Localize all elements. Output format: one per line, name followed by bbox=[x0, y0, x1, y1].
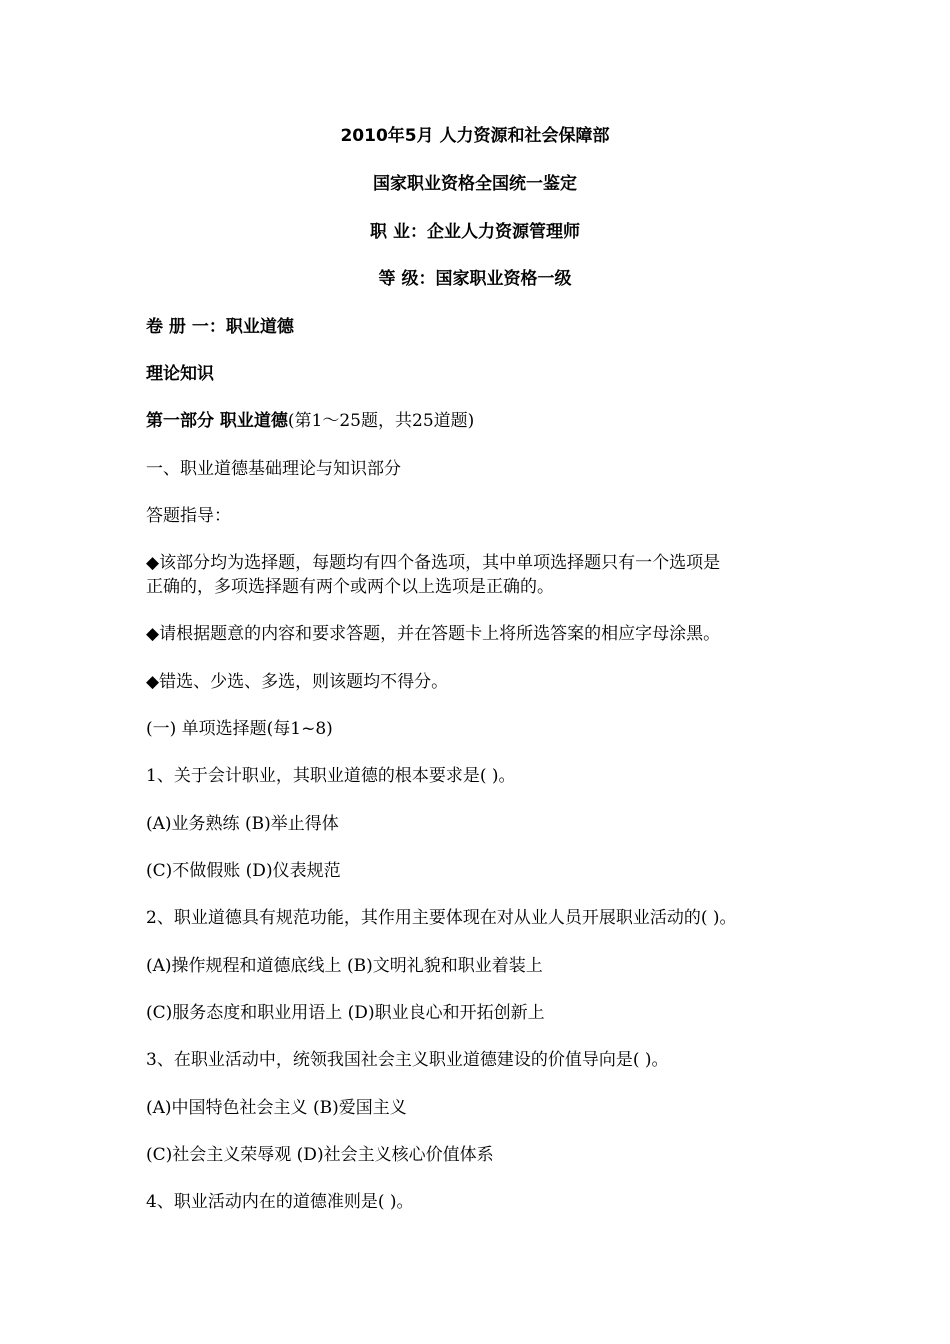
header-exam-title: 国家职业资格全国统一鉴定 bbox=[373, 174, 577, 194]
question-1-options-ab: (A)业务熟练 (B)举止得体 bbox=[146, 814, 339, 834]
question-3-options-ab: (A)中国特色社会主义 (B)爱国主义 bbox=[146, 1098, 407, 1118]
question-4-stem: 4、职业活动内在的道德准则是( )。 bbox=[146, 1192, 414, 1212]
section-title: 理论知识 bbox=[146, 364, 214, 384]
question-3-options-cd: (C)社会主义荣辱观 (D)社会主义核心价值体系 bbox=[146, 1145, 494, 1165]
part-range: (第1～25题，共25道题) bbox=[287, 411, 475, 431]
header-level: 等 级：国家职业资格一级 bbox=[378, 269, 572, 289]
subsection-title: 一、职业道德基础理论与知识部分 bbox=[146, 459, 401, 479]
guidance-item-3: ◆错选、少选、多选，则该题均不得分。 bbox=[146, 672, 449, 692]
question-3-stem: 3、在职业活动中，统领我国社会主义职业道德建设的价值导向是( )。 bbox=[146, 1050, 669, 1070]
question-2-options-cd: (C)服务态度和职业用语上 (D)职业良心和开拓创新上 bbox=[146, 1003, 545, 1023]
question-2-stem: 2、职业道德具有规范功能，其作用主要体现在对从业人员开展职业活动的( )。 bbox=[146, 908, 737, 928]
volume-title: 卷 册 一：职业道德 bbox=[146, 317, 294, 337]
guidance-title: 答题指导： bbox=[146, 506, 231, 526]
question-1-stem: 1、关于会计职业，其职业道德的根本要求是( )。 bbox=[146, 766, 516, 786]
header-issuer: 2010年5月 人力资源和社会保障部 bbox=[340, 126, 610, 146]
question-2-options-ab: (A)操作规程和道德底线上 (B)文明礼貌和职业着装上 bbox=[146, 956, 543, 976]
part-heading bbox=[146, 409, 474, 433]
header-occupation: 职 业：企业人力资源管理师 bbox=[370, 222, 580, 242]
part-title: 第一部分 职业道德 bbox=[146, 411, 288, 431]
question-1-options-cd: (C)不做假账 (D)仪表规范 bbox=[146, 861, 341, 881]
guidance-item-1-line-1: ◆该部分均为选择题，每题均有四个备选项，其中单项选择题只有一个选项是 bbox=[146, 553, 721, 573]
guidance-item-2: ◆请根据题意的内容和要求答题，并在答题卡上将所选答案的相应字母涂黑。 bbox=[146, 624, 721, 644]
single-choice-header: (一) 单项选择题(每1~8) bbox=[146, 719, 333, 739]
guidance-item-1-line-2: 正确的，多项选择题有两个或两个以上选项是正确的。 bbox=[146, 577, 554, 597]
